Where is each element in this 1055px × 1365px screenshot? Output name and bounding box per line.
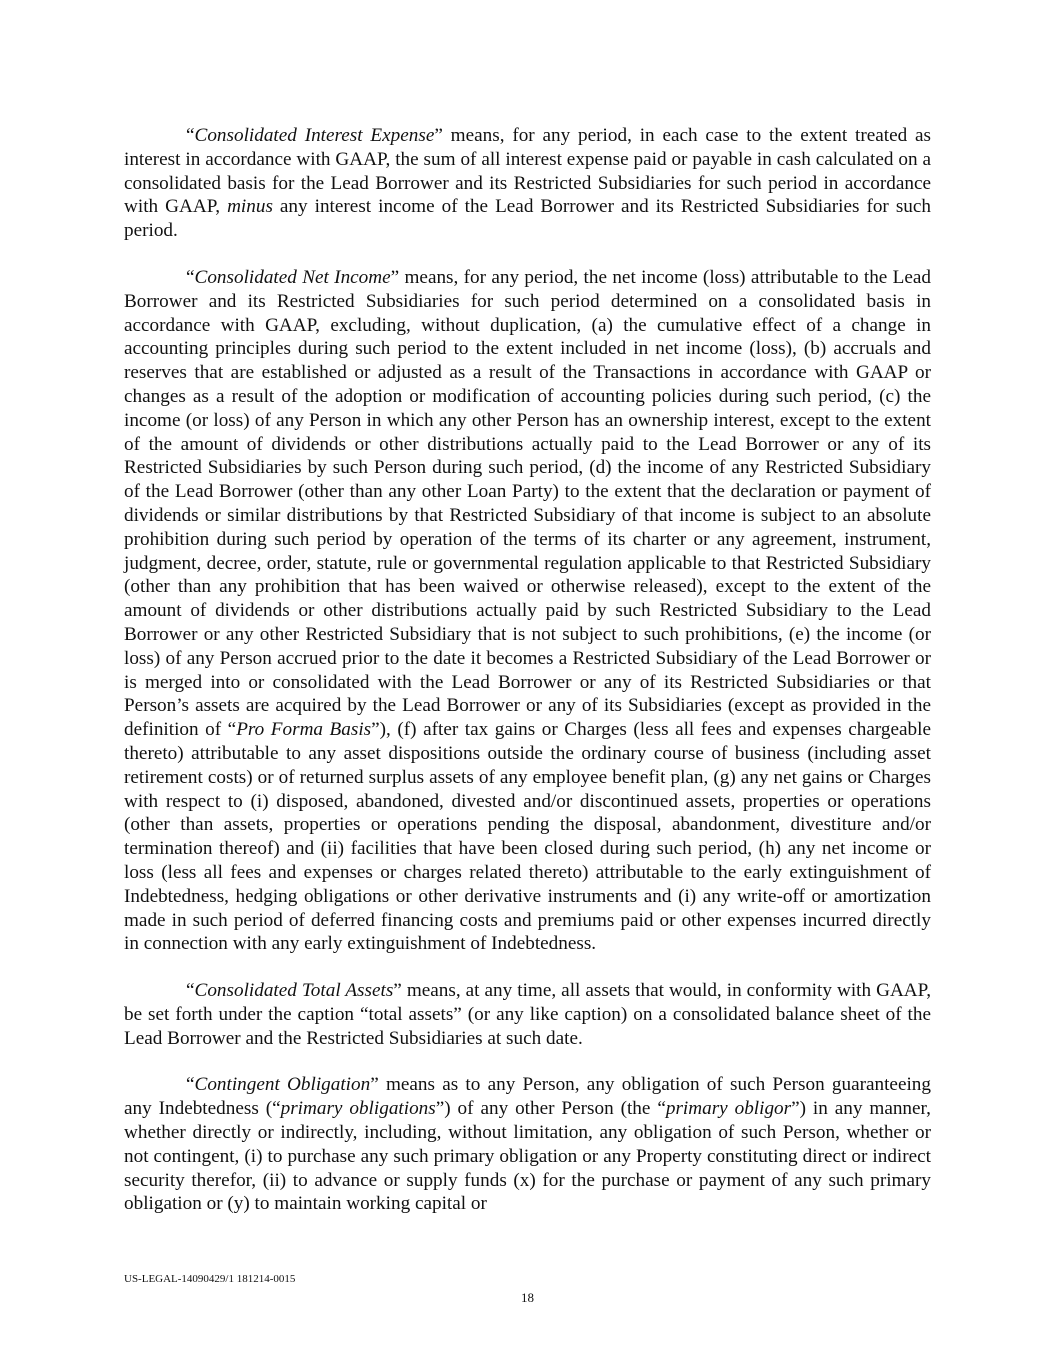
paragraph-text: ”) of any other Person (the “ [435, 1098, 666, 1120]
italic-term: primary obligations [280, 1098, 436, 1120]
paragraph-text: any interest income of the Lead Borrower and its Restricted Subsidiaries for such period. [124, 196, 932, 242]
paragraph-text: “ [186, 980, 195, 1002]
def-contingent-obligation [124, 1073, 931, 1216]
paragraph-text: “ [186, 266, 195, 288]
paragraph-text: ”) in any manner, whether directly or indirectly, including, without limitation, any obligation of such Person, whether or not contingent, (i) to purchase any such primary obligation or any Property constituting direct or indirect security therefor, (ii) to advance or supply funds (x) for the purchase or payment of any such primary obligation or (y) to maintain working capital or [124, 1098, 931, 1215]
paragraph-text: “ [186, 125, 195, 146]
def-consolidated-interest-expense [124, 124, 931, 243]
paragraph-text: ” means, for any period, the net income (loss) attributable to the Lead Borrower and its Restricted Subsidiaries for such period determined on a consolidated basis in accordance with GAAP, excluding, without duplication, (a) the cumulative effect of a change in accounting principles during such period to the extent included in net income (loss), (b) accruals and reserves that are established or adjusted as a result of the Transactions in accordance with GAAP or changes as a result of the adoption or modification of accounting policies during such period, (c) the income (or loss) of any Person in which any other Person has an ownership interest, except to the extent of the amount of dividends or other distributions actually paid to the Lead Borrower or any of its Restricted Subsidiaries by such Person during such period, (d) the income of any Restricted Subsidiary of the Lead Borrower (other than any other Loan Party) to the extent that the declaration or payment of dividends or similar distributions by that Restricted Subsidiary of that income is subject to an absolute prohibition during such period by operation of the terms of its charter or any agreement, instrument, judgment, decree, order, statute, rule or governmental regulation applicable to that Restricted Subsidiary (other than any prohibition that has been waived or otherwise released), except to the extent of the amount of dividends or other distributions actually paid by such Restricted Subsidiary to the Lead Borrower or any other Restricted Subsidiary that is not subject to such prohibitions, (e) the income (or loss) of any Person accrued prior to the date it becomes a Restricted Subsidiary of the Lead Borrower or is merged into or consolidated with the Lead Borrower or any of its Restricted Subsidiaries or that Person’s assets are acquired by the Lead Borrower or any of its Subsidiaries (except as provided in the definition of “ [124, 266, 931, 741]
def-consolidated-net-income [124, 266, 931, 956]
paragraph-text: ” means as to any Person, any obligation of such Person guaranteeing any Indebtedness (“ [124, 1074, 931, 1120]
italic-term: Contingent Obligation [194, 1074, 371, 1096]
paragraph-text: ” means, for any period, in each case to the extent treated as interest in accordance with GAAP, the sum of all interest expense paid or payable in cash calculated on a consolidated basis for the Lead Borrower and its Restricted Subsidiaries for such period in accordance with GAAP, [124, 125, 931, 218]
italic-term: Consolidated Net Income [194, 266, 391, 288]
document-body [124, 124, 931, 1239]
italic-term: Pro Forma Basis [236, 719, 372, 741]
italic-term: Consolidated Interest Expense [194, 125, 435, 146]
def-consolidated-total-assets [124, 979, 931, 1050]
paragraph-text: ”), (f) after tax gains or Charges (less all fees and expenses chargeable thereto) attributable to any asset dispositions outside the ordinary course of business (including asset retirement costs) or of returned surplus assets of any employee benefit plan, (g) any net gains or Charges with respect to (i) disposed, abandoned, divested and/or discontinued assets, properties or operations (other than assets, properties or operations pending the disposal, abandonment, divestiture and/or termination thereof) and (ii) facilities that have been closed during such period, (h) any net income or loss (less all fees and expenses or charges related thereto) attributable to the early extinguishment of Indebtedness, hedging obligations or other derivative instruments and (i) any write-off or amortization made in such period of deferred financing costs and premiums paid or other expenses incurred directly in connection with any early extinguishment of Indebtedness. [124, 719, 931, 955]
footer-document-id: US-LEGAL-14090429/1 181214-0015 [124, 1273, 296, 1285]
italic-term: minus [227, 196, 273, 218]
italic-term: Consolidated Total Assets [194, 980, 394, 1002]
paragraph-text: ” means, at any time, all assets that would, in conformity with GAAP, be set forth under the caption “total assets” (or any like caption) on a consolidated balance sheet of the Lead Borrower and the Restricted Subsidiaries at such date. [124, 980, 932, 1049]
italic-term: primary obligor [665, 1098, 792, 1120]
paragraph-text: “ [186, 1074, 195, 1096]
page-number: 18 [521, 1290, 534, 1305]
